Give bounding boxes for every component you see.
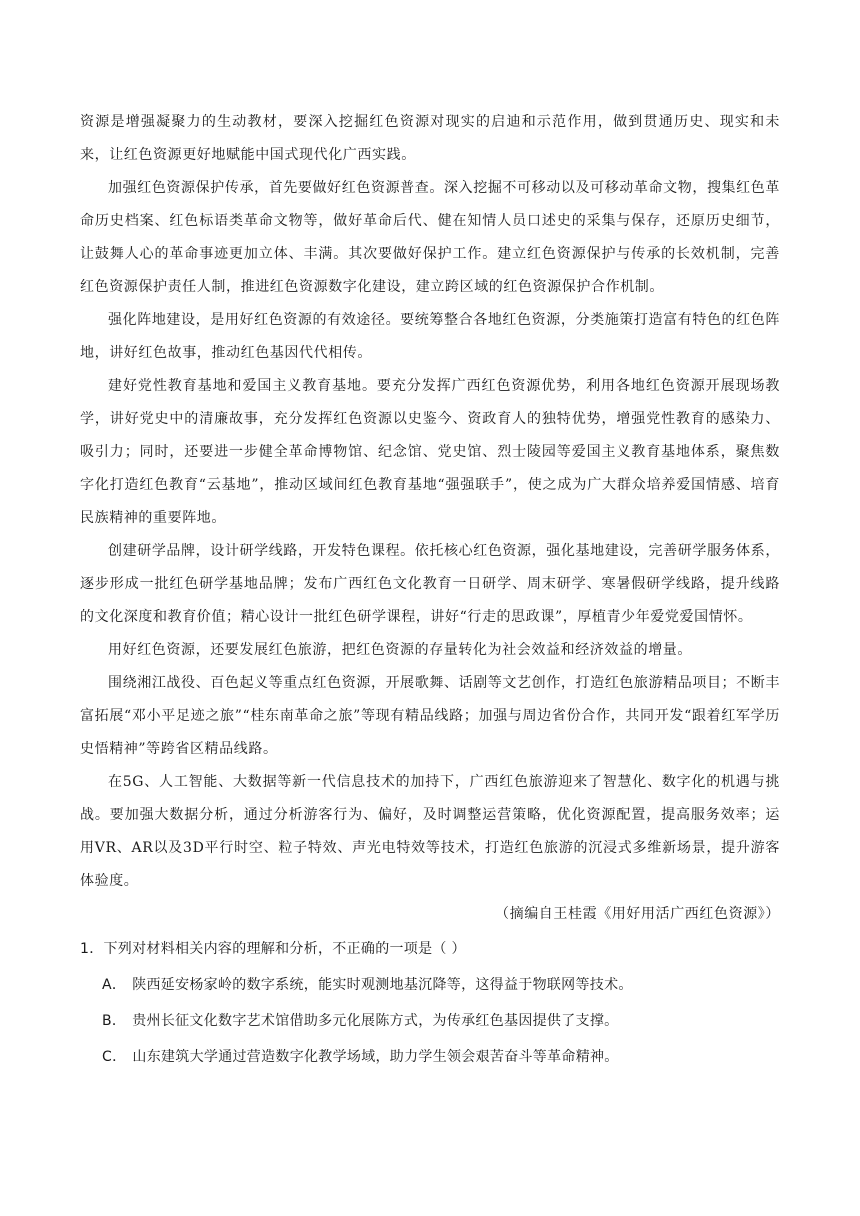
article-paragraph: 围绕湘江战役、百色起义等重点红色资源，开展歌舞、话剧等文艺创作，打造红色旅游精品项目；不断丰富拓展“邓小平足迹之旅”“桂东南革命之旅”等现有精品线路；加强与周边省份合作，共同开发“跟着红军学历史悟精神”等跨省区精品线路。 (80, 675, 780, 757)
document-page (80, 106, 780, 1075)
option-text: 贵州长征文化数字艺术馆借助多元化展陈方式，为传承红色基因提供了支撑。 (132, 1013, 619, 1029)
question-stem: 1．下列对材料相关内容的理解和分析，不正确的一项是（ ） (80, 941, 466, 957)
article-paragraph: 创建研学品牌，设计研学线路，开发特色课程。依托核心红色资源，强化基地建设，完善研学服务体系，逐步形成一批红色研学基地品牌；发布广西红色文化教育一日研学、周末研学、寒暑假研学线路，提升线路的文化深度和教育价值；精心设计一批红色研学课程，讲好“行走的思政课”，厚植青少年爱党爱国情怀。 (80, 543, 780, 625)
article-paragraph: 在5G、人工智能、大数据等新一代信息技术的加持下，广西红色旅游迎来了智慧化、数字化的机遇与挑战。要加强大数据分析，通过分析游客行为、偏好，及时调整运营策略，优化资源配置，提高服务效率；运用VR、AR以及3D平行时空、粒子特效、声光电特效等技术，打造红色旅游的沉浸式多维新场景，提升游客体验度。 (80, 774, 780, 889)
article-body (80, 106, 780, 931)
article-paragraph: 强化阵地建设，是用好红色资源的有效途径。要统筹整合各地红色资源，分类施策打造富有特色的红色阵地，讲好红色故事，推动红色基因代代相传。 (80, 312, 780, 361)
article-paragraph: 建好党性教育基地和爱国主义教育基地。要充分发挥广西红色资源优势，利用各地红色资源开展现场教学，讲好党史中的清廉故事，充分发挥红色资源以史鉴今、资政育人的独特优势，增强党性教育的感染力、吸引力；同时，还要进一步健全革命博物馆、纪念馆、党史馆、烈士陵园等爱国主义教育基地体系，聚焦数字化打造红色教育“云基地”，推动区域间红色教育基地“强强联手”，使之成为广大群众培养爱国情感、培育民族精神的重要阵地。 (80, 378, 780, 526)
option-letter: A． (102, 977, 127, 993)
option-text: 陕西延安杨家岭的数字系统，能实时观测地基沉降等，这得益于物联网等技术。 (132, 977, 633, 993)
option-letter: C． (102, 1049, 127, 1065)
answer-option-a[interactable] (80, 967, 780, 1003)
article-paragraph: 加强红色资源保护传承，首先要做好红色资源普查。深入挖掘不可移动以及可移动革命文物，搜集红色革命历史档案、红色标语类革命文物等，做好革命后代、健在知情人员口述史的采集与保存，还原历史细节，让鼓舞人心的革命事迹更加立体、丰满。其次要做好保护工作。建立红色资源保护与传承的长效机制，完善红色资源保护责任人制，推进红色资源数字化建设，建立跨区域的红色资源保护合作机制。 (80, 180, 780, 295)
answer-option-c[interactable] (80, 1039, 780, 1075)
article-paragraph: 用好红色资源，还要发展红色旅游，把红色资源的存量转化为社会效益和经济效益的增量。 (108, 642, 692, 658)
article-paragraph: 资源是增强凝聚力的生动教材，要深入挖掘红色资源对现实的启迪和示范作用，做到贯通历史、现实和未来，让红色资源更好地赋能中国式现代化广西实践。 (80, 114, 780, 163)
question-block (80, 931, 780, 1075)
answer-option-b[interactable] (80, 1003, 780, 1039)
option-letter: B． (102, 1013, 127, 1029)
article-source: （摘编自王桂霞《用好用活广西红色资源》） (495, 906, 780, 922)
answer-options (80, 967, 780, 1075)
option-text: 山东建筑大学通过营造数字化教学场域，助力学生领会艰苦奋斗等革命精神。 (132, 1049, 619, 1065)
